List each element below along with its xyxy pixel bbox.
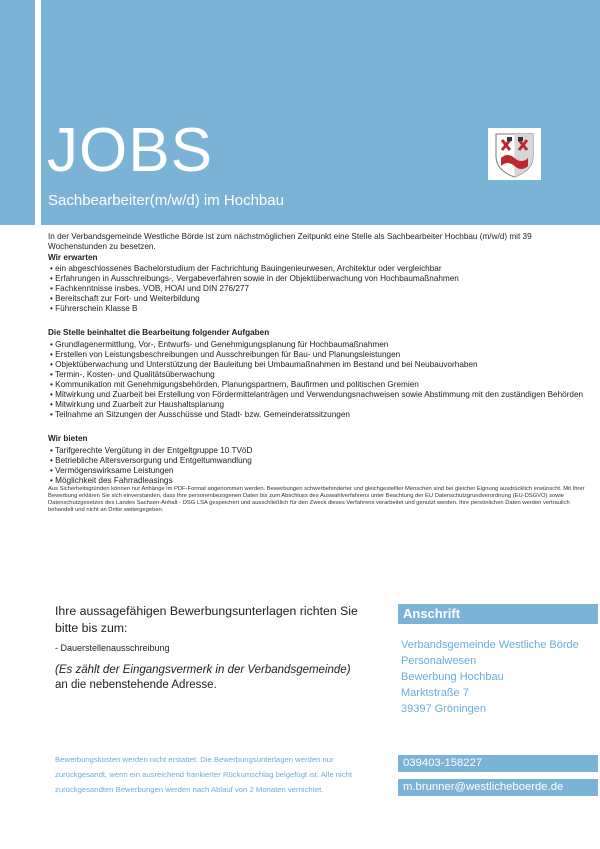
tasks-heading: Die Stelle beinhaltet die Bearbeitung folgender Aufgaben — [48, 328, 270, 337]
email-address[interactable]: m.brunner@westlicheboerde.de — [398, 779, 598, 796]
phone-number[interactable]: 039403-158227 — [398, 755, 598, 772]
privacy-notice: Aus Sicherheitsgründen können nur Anhänge im PDF-Format angenommen werden. Bewerbungen schwerbehinderter und gleichgestellter Menschen sind bei gleicher Eignung ausdrücklich erwünscht. Mit Ihrer Bewerbung erklären Sie sich einverstanden, dass Ihre personenbezogenen Daten bis zum Abschluss des Auswahlverfahrens unter Beachtung der EU Datenschutzgrundverordnung (EU-DSGVO) sowie Datenschutzgesetzes des Landes Sachsen-Anhalt - DSG LSA gespeichert und ausschließlich für den Zweck dieses Verfahrens verarbeitet und genutzt werden. Ihre persönlichen Daten werden vertraulich behandelt und nicht an Dritte weitergegeben. — [48, 486, 585, 513]
list-item: • Möglichkeit des Fahrradleasings — [48, 476, 588, 486]
intro-text: In der Verbandsgemeinde Westliche Börde ist zum nächstmöglichen Zeitpunkt eine Stelle als Sachbearbeiter Hochbau (m/w/d) mit 39 Wochenstunden zu besetzen. — [48, 232, 532, 251]
list-item: • Tarifgerechte Vergütung in der Entgeltgruppe 10 TVöD — [48, 446, 588, 456]
list-item: • Mitwirkung und Zuarbeit bei Erstellung von Fördermittelanträgen und Verwendungsnachweisen sowie Abstimmung mit den zuständigen Behörden — [48, 390, 588, 400]
contact-block — [398, 604, 598, 717]
application-text: Ihre aussagefähigen Bewerbungsunterlagen richten Sie bitte bis zum: — [55, 604, 358, 635]
job-description — [48, 232, 588, 514]
list-item: • Objektüberwachung und Unterstützung der Bauleitung bei Umbaumaßnahmen im Bestand und bei Neubauvorhaben — [48, 360, 588, 370]
deadline-text: - Dauerstellenausschreibung — [55, 643, 170, 653]
address-line: Marktstraße 7 — [401, 687, 469, 699]
address-line: Verbandsgemeinde Westliche Börde — [401, 639, 579, 651]
contact-header: Anschrift — [398, 604, 598, 624]
costs-note: Bewerbungskosten werden nicht erstattet. Die Bewerbungsunterlagen werden nur zurückgesandt, wenn ein ausreichend frankierter Rückumschlag beigefügt ist. Alle nicht zurückgesandten Bewerbungen werden nach Ablauf von 2 Monaten vernichtet. — [55, 755, 352, 794]
address-line: 39397 Gröningen — [401, 703, 487, 715]
address-line: Bewerbung Hochbau — [401, 671, 504, 683]
list-item: • Erstellen von Leistungsbeschreibungen und Ausschreibungen für Bau- und Planungsleistungen — [48, 350, 588, 360]
list-item: • Teilnahme an Sitzungen der Ausschüsse und Stadt- bzw. Gemeinderatssitzungen — [48, 410, 588, 420]
list-item: • Bereitschaft zur Fort- und Weiterbildung — [48, 294, 588, 304]
list-item: • Erfahrungen in Ausschreibungs-, Vergabeverfahren sowie in der Objektüberwachung von Hochbaumaßnahmen — [48, 274, 588, 284]
address — [398, 637, 598, 717]
list-item: • Führerschein Klasse B — [48, 304, 588, 314]
address-line: Personalwesen — [401, 655, 477, 667]
job-subtitle: Sachbearbeiter(m/w/d) im Hochbau — [48, 192, 284, 209]
vertical-stripe — [35, 0, 41, 590]
page-title: JOBS — [47, 116, 213, 185]
list-item: • ein abgeschlossenes Bachelorstudium der Fachrichtung Bauingenieurwesen, Architektur oder vergleichbar — [48, 264, 588, 274]
expect-heading: Wir erwarten — [48, 253, 98, 262]
list-item: • Fachkenntnisse insbes. VOB, HOAI und DIN 276/277 — [48, 284, 588, 294]
list-item: • Mitwirkung und Zuarbeit zur Haushaltsplanung — [48, 400, 588, 410]
list-item: • Betriebliche Altersversorgung und Entgeltumwandlung — [48, 456, 588, 466]
offer-list — [48, 446, 588, 486]
list-item: • Grundlagenermittlung, Vor-, Entwurfs- und Genehmigungsplanung für Hochbaumaßnahmen — [48, 340, 588, 350]
offer-heading: Wir bieten — [48, 434, 88, 443]
address-note: an die nebenstehende Adresse. — [55, 679, 217, 691]
receipt-note: (Es zählt der Eingangsvermerk in der Verbandsgemeinde) — [55, 664, 351, 676]
list-item: • Vermögenswirksame Leistungen — [48, 466, 588, 476]
list-item: • Termin-, Kosten- und Qualitätsüberwachung — [48, 370, 588, 380]
list-item: • Kommunikation mit Genehmigungsbehörden, Planungspartnern, Baufirmen und politischen Gremien — [48, 380, 588, 390]
expect-list — [48, 264, 588, 314]
application-instructions — [55, 603, 375, 693]
tasks-list — [48, 340, 588, 420]
coat-of-arms-icon — [488, 128, 541, 180]
